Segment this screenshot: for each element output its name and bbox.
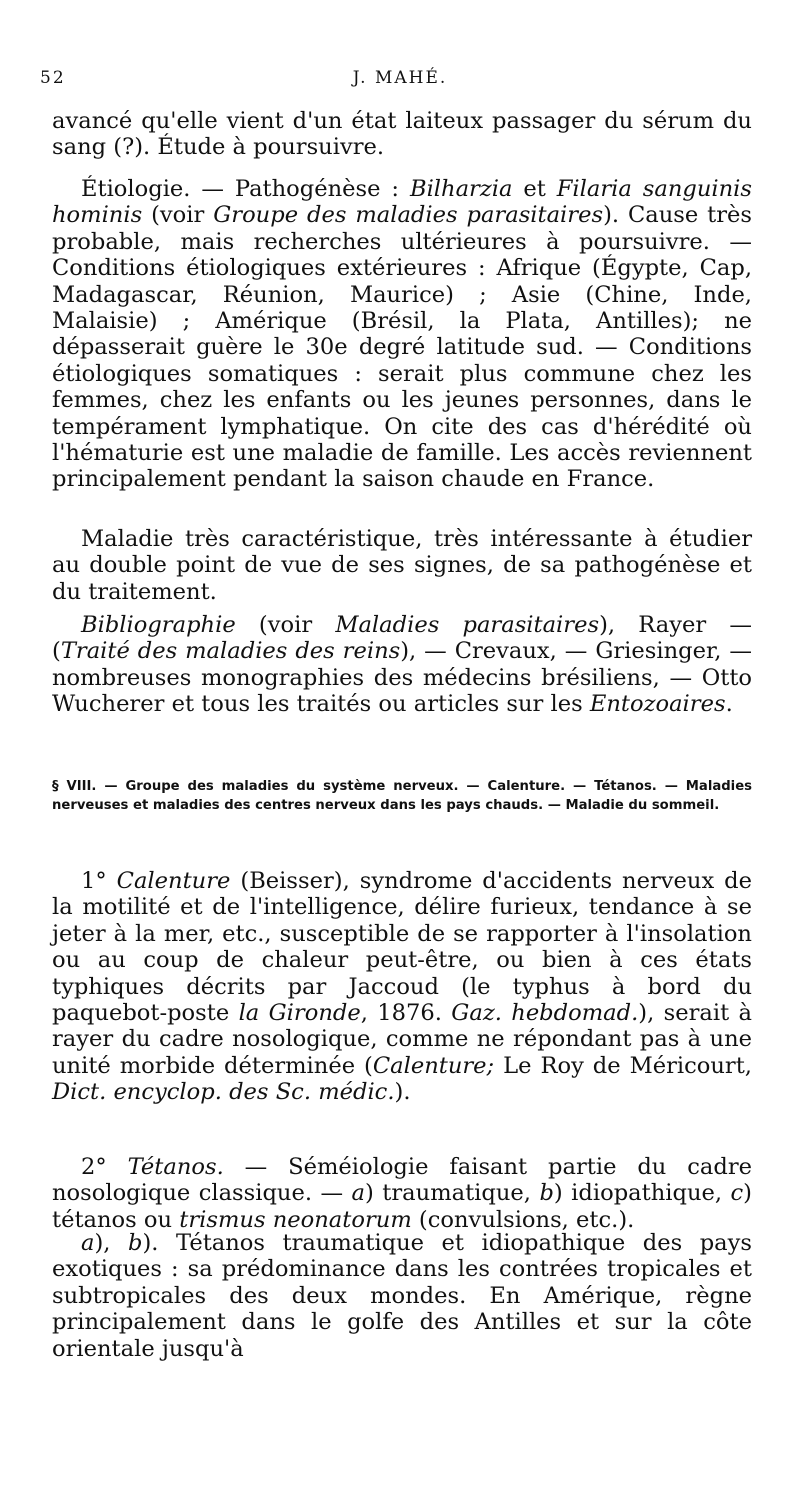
text-run: . [725,691,733,718]
text-run: ), serait à rayer du cadre nosologique, comme ne répondant pas à une unité morbide déterminée ( [52,1000,752,1079]
text-run: ), Rayer — ( [52,612,752,665]
text-run: 1° [81,868,117,894]
text-run: ), — Crevaux, — Griesinger, — nombreuses monographies des médecins brésiliens, — Otto Wucherer et tous les traités ou articles sur les [52,638,752,718]
text-run: (voir [235,612,336,638]
text-run: Le Roy de Méricourt, [494,1052,752,1079]
italic-run: Traité des maladies des reins [60,638,401,665]
italic-run: Gaz. hebdomad. [451,1000,639,1027]
text-run: ) traumatique, [365,1180,540,1207]
italic-run: a [351,1180,366,1207]
italic-run: Maladies parasitaires [335,612,600,638]
paragraph-etiologie [52,176,752,493]
italic-run: c [730,1180,744,1207]
page-number: 52 [40,68,66,88]
text-run: (convulsions, etc.). [411,1206,635,1233]
italic-run: Tétanos. [127,1154,224,1180]
paragraph-tetanos [52,1154,752,1233]
text-run: Étiologie. — Pathogénèse : [81,176,410,202]
paragraph-continuation [52,108,752,161]
text-run: ). Tétanos traumatique et idiopathique des pays exotiques : sa prédominance dans les contrées tropicales et subtropicales des deux mondes. En Amérique, règne principalement dans le golfe des Antilles et sur la côte orientale jusqu'à [52,1230,752,1362]
running-head-author: J. MAHÉ. [352,68,448,88]
text-run: ), [94,1230,129,1256]
text-run: (Beisser), syndrome d'accidents nerveux de la motilité et de l'intelligence, délire furieux, tendance à se jeter à la mer, etc., susceptible de se rapporter à l'insolation ou au coup de chaleur peut-être, ou bien à ces états typhiques décrits par Jaccoud (le typhus à bord du paquebot-poste [52,868,753,1027]
italic-run: Entozoaires [589,691,726,718]
text-run: avancé qu'elle vient d'un état laiteux passager du sérum du sang (?). Étude à poursuivre. [52,108,752,161]
text-run: ) idiopathique, [553,1180,731,1207]
section-heading-text: § VIII. — Groupe des maladies du système nerveux. — Calenture. — Tétanos. — Maladies nerveuses et maladies des centres nerveux dans les pays chauds. — Maladie du sommeil. [52,779,752,813]
text-run: et [512,176,557,202]
text-run: Maladie très caractéristique, très intéressante à étudier au double point de vue de ses signes, de sa pathogénèse et du traitement. [52,526,752,605]
text-run: ) tétanos ou [52,1180,752,1233]
text-run: 2° [81,1154,128,1180]
text-run: ). Cause très probable, mais recherches ultérieures à poursuivre. — Conditions étiologiques extérieures : Afrique (Égypte, Cap, Madagascar, Réunion, Maurice) ; Asie (Chine, Inde, Malaisie) ; Amérique (Brésil, la Plata, Antilles); ne dépasserait guère le 30e degré latitude sud. — Conditions étiologiques somatiques : serait plus commune chez les femmes, chez les enfants ou les jeunes personnes, dans le tempérament lymphatique. On cite des cas d'hérédité où l'hématurie est une maladie de famille. Les accès reviennent principalement pendant la saison chaude en France. [52,202,753,493]
running-header [40,68,760,96]
paragraph-bibliographie [52,612,752,718]
text-run: ). [394,1079,411,1106]
italic-run: Bibliographie [81,612,236,638]
italic-run: Calenture [116,868,231,894]
italic-run: Groupe des maladies parasitaires [213,202,604,229]
section-heading [52,778,752,815]
italic-run: a [81,1230,95,1256]
italic-run: b [539,1180,554,1207]
italic-run: Calenture; [372,1052,495,1079]
italic-run: b [128,1230,143,1256]
italic-run: trismus neonatorum [179,1206,412,1233]
paragraph-maladie [52,526,752,605]
text-run: , 1876. [360,1000,452,1027]
paragraph-tetanos-traumatique [52,1230,752,1362]
italic-run: Filaria sanguinis hominis [52,176,752,229]
italic-run: Dict. encyclop. des Sc. médic. [52,1079,395,1106]
paragraph-calenture [52,868,752,1106]
text-run: (voir [142,202,214,229]
text-run: — Séméiologie faisant partie du cadre nosologique classique. — [52,1154,753,1207]
italic-run: Bilharzia [409,176,513,202]
italic-run: la Gironde [238,1000,361,1027]
